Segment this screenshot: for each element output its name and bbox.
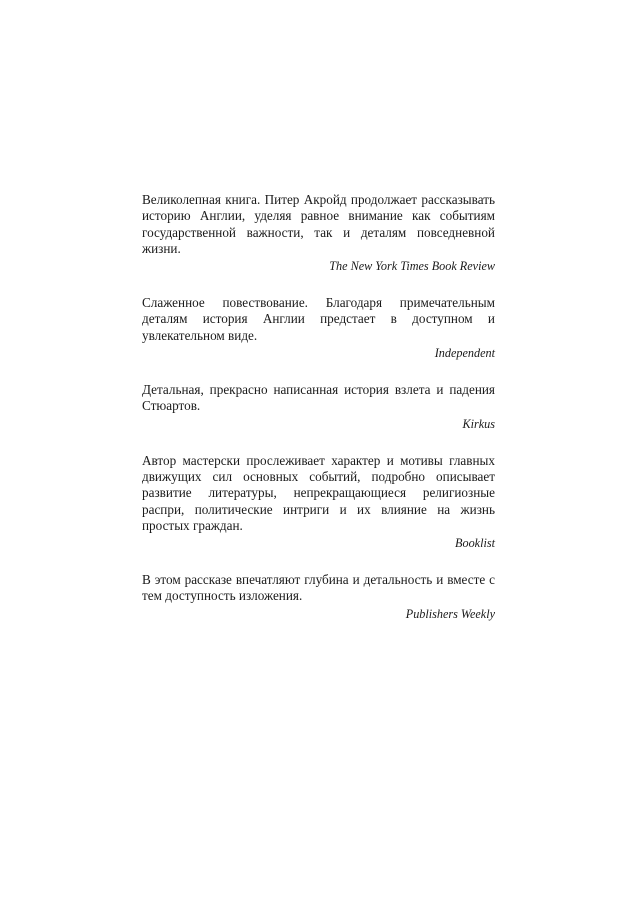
review-item (142, 192, 495, 274)
review-text: В этом рассказе впечатляют глубина и детальность и вместе с тем доступность изложения. (142, 572, 495, 604)
review-text: Великолепная книга. Питер Акройд продолжает рассказывать историю Англии, уделяя равное внимание как событиям государственной важности, так и деталям повседневной жизни. (142, 192, 495, 256)
review-source: Independent (434, 346, 495, 361)
review-item (142, 572, 495, 622)
review-item (142, 295, 495, 361)
review-item (142, 453, 495, 551)
review-source: Booklist (455, 536, 495, 551)
review-text: Автор мастерски прослеживает характер и мотивы главных движущих сил основных событий, подробно описывает развитие литературы, непрекращающиеся религиозные распри, политические интриги и их влияние на жизнь простых граждан. (142, 452, 495, 533)
review-source: The New York Times Book Review (329, 259, 495, 274)
review-source: Publishers Weekly (405, 606, 495, 621)
review-text: Слаженное повествование. Благодаря примечательным деталям история Англии предстает в доступном и увлекательном виде. (142, 295, 495, 343)
review-text: Детальная, прекрасно написанная история взлета и падения Стюартов. (142, 382, 495, 414)
review-item (142, 382, 495, 432)
reviews-page (142, 192, 495, 643)
review-source: Kirkus (462, 416, 495, 431)
